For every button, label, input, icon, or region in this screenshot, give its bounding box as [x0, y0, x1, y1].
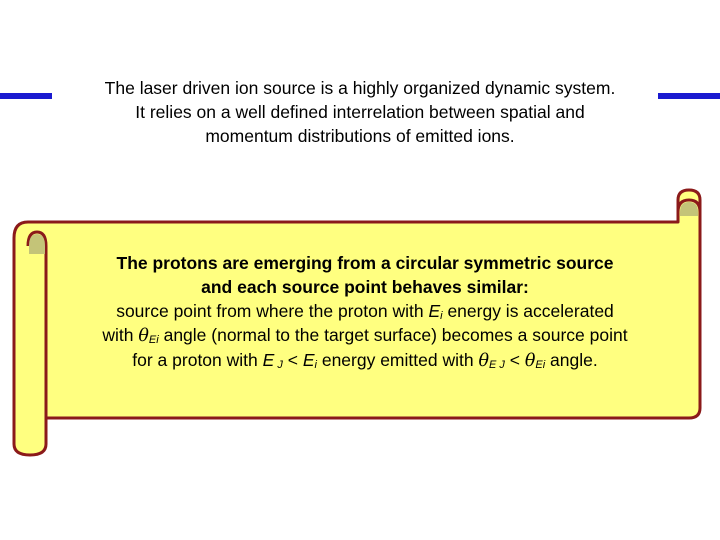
intro-line-1: The laser driven ion source is a highly organized dynamic system.: [104, 78, 616, 98]
scroll-line-4: with $\theta_{Ei}$ angle (normal to the target surface) becomes a source point: [102, 325, 628, 346]
scroll-bold-line-1: The protons are emerging from a circular symmetric source: [116, 253, 614, 273]
scroll-text: [45, 251, 685, 373]
scroll-line-5: for a proton with E $_J < E_i$ energy emitted with $\theta_{E J} < \theta_{Ei}$ angle.: [132, 350, 598, 371]
intro-line-3: momentum distributions of emitted ions.: [205, 126, 515, 146]
intro-line-2: It relies on a well defined interrelation between spatial and: [135, 102, 585, 122]
scroll-bold-line-2: and each source point behaves similar:: [201, 277, 529, 297]
scroll-line-3: source point from where the proton with $E_i$ energy is accelerated: [116, 301, 614, 322]
